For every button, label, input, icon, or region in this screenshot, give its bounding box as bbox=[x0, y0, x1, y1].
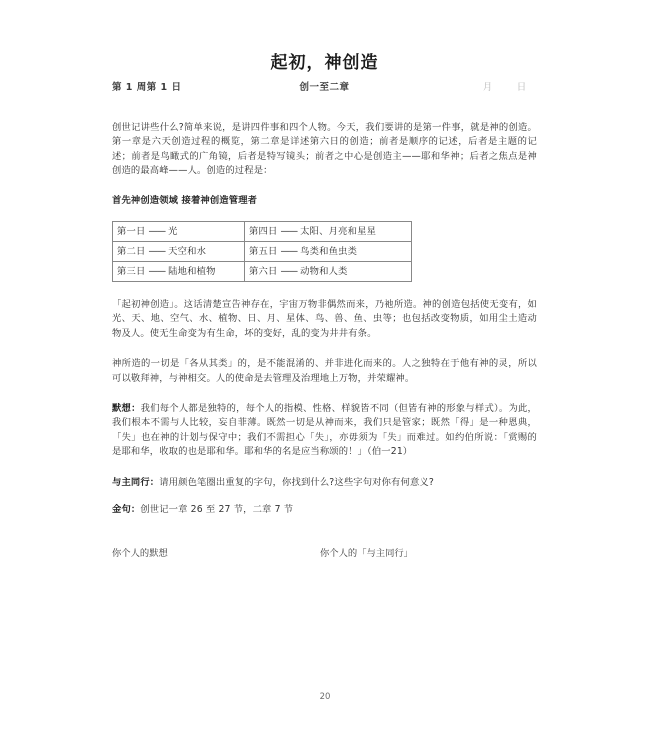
scripture-range: 创一至二章 bbox=[299, 82, 350, 93]
intro-paragraph: 创世记讲些什么?简单来说，是讲四件事和四个人物。今天，我们要讲的是第一件事，就是神的创造。第一章是六天创造过程的概览，第二章是详述第六日的创造；前者是顺序的记述，后者是主题的记述；前者是鸟瞰式的广角镜，后者是特写镜头；前者之中心是创造主——耶和华神；后者之焦点是神创造的最高峰——人。创造的过程是： bbox=[112, 122, 537, 177]
walk-text: 请用颜色笔圈出重复的字句，你找到什么?这些字句对你有何意义? bbox=[159, 476, 434, 488]
dash-separator: —— bbox=[280, 246, 298, 258]
table-cell-day-1 bbox=[113, 222, 245, 242]
table-row bbox=[113, 222, 412, 242]
walk-label: 与主同行： bbox=[112, 476, 160, 488]
verse-label: 金句： bbox=[112, 504, 141, 516]
meditation-label: 默想： bbox=[112, 403, 141, 415]
table-cell-day-4 bbox=[245, 222, 412, 242]
dash-separator: —— bbox=[148, 226, 166, 238]
day-label: 第三日 bbox=[117, 266, 146, 278]
table-cell-day-6 bbox=[245, 262, 412, 282]
dash-separator: —— bbox=[280, 266, 298, 278]
creation-days-table bbox=[112, 221, 412, 282]
dash-separator: —— bbox=[148, 246, 166, 258]
day-label: 第四日 bbox=[249, 226, 278, 238]
page-number: 20 bbox=[319, 692, 331, 702]
dash-separator: —— bbox=[280, 226, 298, 238]
page-content bbox=[112, 0, 537, 561]
date-month-label: 月 bbox=[482, 82, 494, 93]
day-label: 第五日 bbox=[249, 246, 278, 258]
table-caption: 首先神创造领域 接着神创造管理者 bbox=[112, 194, 258, 206]
date-day-label: 日 bbox=[516, 82, 528, 93]
week-day-label: 第 1 周第 1 日 bbox=[112, 82, 182, 93]
paragraph-creation-meaning: 「起初神创造」。这话清楚宣告神存在，宇宙万物非偶然而来，乃祂所造。神的创造包括使无变有，如光、天、地、空气、水、植物、日、月、星体、鸟、兽、鱼、虫等；也包括改变物质，如用尘土造动物及人。使无生命变为有生命，坏的变好，乱的变为井井有条。 bbox=[112, 299, 537, 339]
personal-meditation-prompt: 你个人的默想 bbox=[112, 547, 168, 559]
table-row bbox=[113, 262, 412, 282]
day-item: 天空和水 bbox=[168, 246, 207, 258]
date-fields[interactable] bbox=[473, 79, 537, 93]
page-title: 起初，神创造 bbox=[270, 53, 379, 73]
table-cell-day-5 bbox=[245, 242, 412, 262]
day-item: 陆地和植物 bbox=[168, 266, 216, 278]
walk-with-lord-paragraph bbox=[112, 476, 537, 490]
day-label: 第一日 bbox=[117, 226, 146, 238]
personal-response-row bbox=[112, 545, 537, 561]
personal-walk-prompt: 你个人的「与主同行」 bbox=[320, 547, 413, 559]
paragraph-kinds: 神所造的一切是「各从其类」的，是不能混淆的、并非进化而来的。人之独特在于他有神的灵，所以可以敬拜神，与神相交。人的使命是去管理及治理地上万物，并荣耀神。 bbox=[112, 358, 537, 384]
day-item: 动物和人类 bbox=[300, 266, 348, 278]
meditation-paragraph bbox=[112, 402, 537, 460]
dash-separator: —— bbox=[148, 266, 166, 278]
memory-verse-paragraph bbox=[112, 503, 537, 517]
table-cell-day-3 bbox=[113, 262, 245, 282]
meditation-text: 我们每个人都是独特的，每个人的指模、性格、样貌皆不同（但皆有神的形象与样式）。为此，我们根本不需与人比较，妄自菲薄。既然一切是从神而来，我们只是管家；既然「得」是一种恩典，「失」也在神的计划与保守中；我们不需担心「失」，亦毋须为「失」而难过。如约伯所说：「赏赐的是耶和华，收取的也是耶和华。耶和华的名是应当称颂的！」（伯一21） bbox=[112, 403, 537, 458]
table-row bbox=[113, 242, 412, 262]
day-item: 太阳、月亮和星星 bbox=[300, 226, 377, 238]
table-cell-day-2 bbox=[113, 242, 245, 262]
lesson-header bbox=[112, 79, 537, 99]
day-label: 第六日 bbox=[249, 266, 278, 278]
day-item: 鸟类和鱼虫类 bbox=[300, 246, 358, 258]
verse-text: 创世记一章 26 至 27 节，二章 7 节 bbox=[140, 504, 294, 516]
day-label: 第二日 bbox=[117, 246, 146, 258]
day-item: 光 bbox=[168, 226, 178, 238]
